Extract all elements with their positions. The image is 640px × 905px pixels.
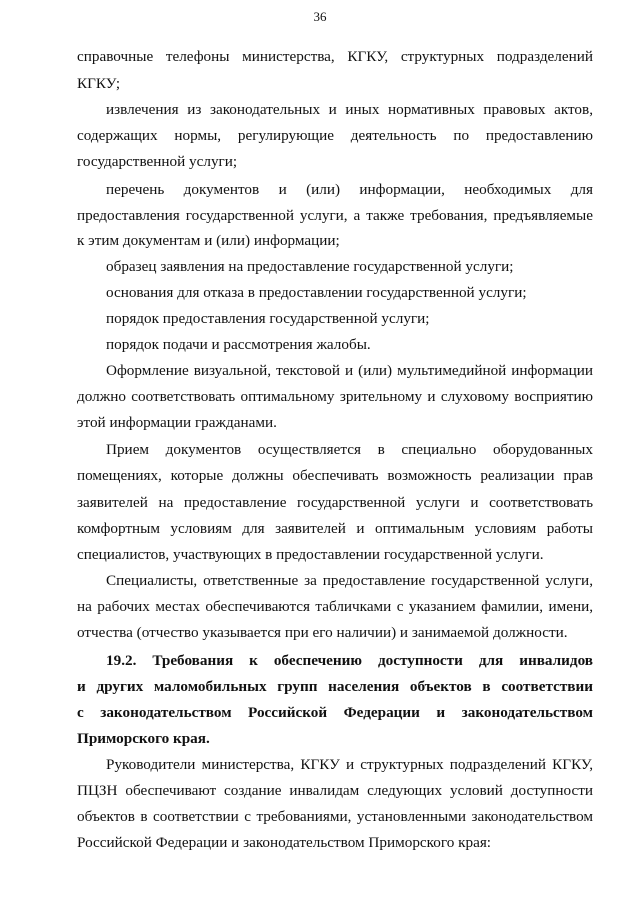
- text-line: этой информации гражданами.: [77, 414, 277, 431]
- text-line: на рабочих местах обеспечиваются табличками с указанием фамилии, имени,: [77, 598, 593, 615]
- text-line: Руководители министерства, КГКУ и структурных подразделений КГКУ,: [106, 756, 593, 773]
- text-line: к этим документам и (или) информации;: [77, 232, 340, 249]
- text-line: Специалисты, ответственные за предоставление государственной услуги,: [106, 572, 593, 589]
- section-heading-line: и других маломобильных групп населения объектов в соответствии: [77, 678, 593, 695]
- text-line: объектов в соответствии с требованиями, установленными законодательством: [77, 808, 593, 825]
- text-line: основания для отказа в предоставлении государственной услуги;: [106, 284, 527, 301]
- page-number: 36: [313, 9, 327, 24]
- text-line: помещениях, которые должны обеспечивать возможность реализации прав: [77, 467, 593, 484]
- text-line: КГКУ;: [77, 75, 121, 92]
- section-heading-line: с законодательством Российской Федерации и законодательством: [77, 704, 593, 721]
- text-line: должно соответствовать оптимальному зрительному и слуховому восприятию: [77, 388, 593, 405]
- text-line: извлечения из законодательных и иных нормативных правовых актов,: [106, 101, 593, 118]
- text-line: Оформление визуальной, текстовой и (или) мультимедийной информации: [106, 362, 593, 379]
- text-line: ПЦЗН обеспечивают создание инвалидам следующих условий доступности: [77, 782, 593, 799]
- text-line: содержащих нормы, регулирующие деятельность по предоставлению: [77, 127, 593, 144]
- text-line: образец заявления на предоставление государственной услуги;: [106, 258, 514, 275]
- text-line: перечень документов и (или) информации, необходимых для: [106, 181, 593, 198]
- text-line: порядок подачи и рассмотрения жалобы.: [106, 336, 371, 353]
- text-line: комфортным условиям для заявителей и оптимальным условиям работы: [77, 520, 593, 537]
- text-line: Российской Федерации и законодательством Приморского края:: [77, 834, 492, 851]
- text-line: порядок предоставления государственной услуги;: [106, 310, 430, 327]
- text-line: Прием документов осуществляется в специально оборудованных: [106, 441, 593, 458]
- text-line: специалистов, участвующих в предоставлении государственной услуги.: [77, 546, 544, 563]
- text-line: государственной услуги;: [77, 153, 238, 170]
- section-heading-line: 19.2. Требования к обеспечению доступности для инвалидов: [106, 652, 593, 669]
- text-line: предоставления государственной услуги, а также требования, предъявляемые: [77, 207, 593, 224]
- text-line: заявителей на предоставление государственной услуги и соответствовать: [77, 494, 593, 511]
- section-heading-line: Приморского края.: [77, 730, 210, 747]
- text-line: справочные телефоны министерства, КГКУ, структурных подразделений: [77, 48, 593, 65]
- text-line: отчества (отчество указывается при его наличии) и занимаемой должности.: [77, 624, 568, 641]
